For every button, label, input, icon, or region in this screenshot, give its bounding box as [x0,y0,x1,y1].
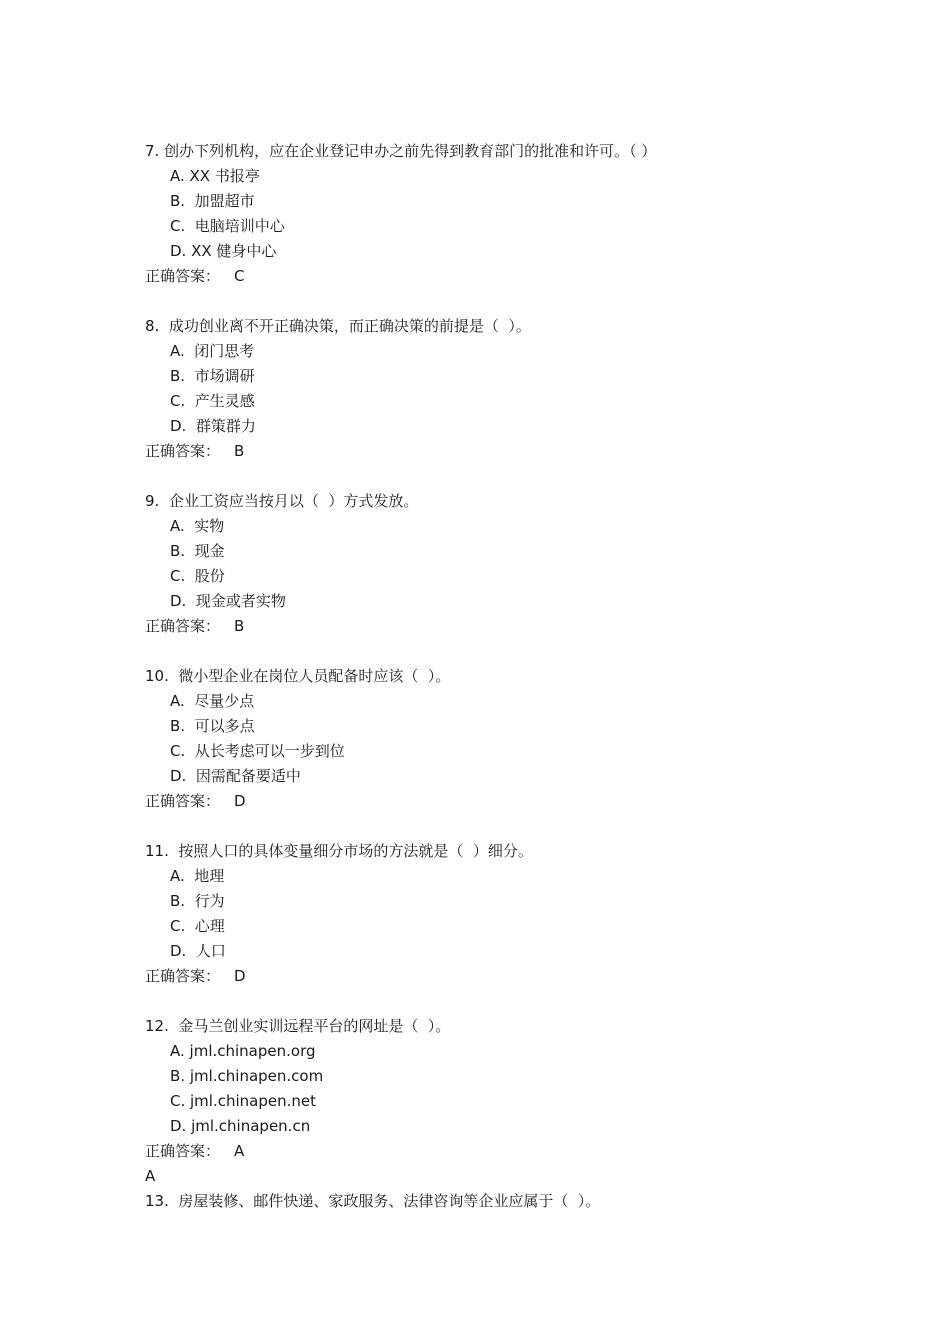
question-9-option-d: D. 现金或者实物 [170,592,286,610]
question-11-option-d: D. 人口 [170,942,226,960]
question-7-option-b: B. 加盟超市 [170,192,255,210]
question-11-option-b: B. 行为 [170,892,225,910]
question-7-option-d: D. XX 健身中心 [170,242,277,260]
question-12-option-c: C. jml.chinapen.net [170,1092,316,1110]
question-12-answer [145,1139,865,1164]
question-8-option-b: B. 市场调研 [170,367,255,385]
answer-value: C [234,267,245,285]
spacer [145,814,865,839]
question-12-option-a: A. jml.chinapen.org [170,1042,316,1060]
question-7-text: 7. 创办下列机构，应在企业登记申办之前先得到教育部门的批准和许可。（ ） [145,142,657,160]
question-11-text: 11. 按照人口的具体变量细分市场的方法就是（ ）细分。 [145,842,533,860]
question-9-option-c: C. 股份 [170,567,225,585]
question-9-text: 9. 企业工资应当按月以（ ）方式发放。 [145,492,419,510]
question-11-option-c: C. 心理 [170,917,225,935]
question-9-option-b: B. 现金 [170,542,225,560]
question-11-answer [145,964,865,989]
answer-label: 正确答案： [145,967,221,985]
answer-value: B [234,617,245,635]
question-7-answer [145,264,865,289]
answer-value: A [234,1142,245,1160]
question-11-option-a: A. 地理 [170,867,225,885]
spacer [145,464,865,489]
question-10-option-d: D. 因需配备要适中 [170,767,301,785]
question-7-option-c: C. 电脑培训中心 [170,217,285,235]
question-9-option-a: A. 实物 [170,517,225,535]
question-8-option-d: D. 群策群力 [170,417,256,435]
question-7-option-a: A. XX 书报亭 [170,167,260,185]
answer-label: 正确答案： [145,792,221,810]
question-10-option-c: C. 从长考虑可以一步到位 [170,742,345,760]
answer-label: 正确答案： [145,617,221,635]
spacer [145,989,865,1014]
question-list [145,139,865,1214]
question-8-option-a: A. 闭门思考 [170,342,255,360]
question-8-text: 8. 成功创业离不开正确决策，而正确决策的前提是（ ）。 [145,317,531,335]
answer-label: 正确答案： [145,267,221,285]
question-10-option-a: A. 尽量少点 [170,692,255,710]
stray-answer-line: A [145,1167,156,1185]
answer-label: 正确答案： [145,1142,221,1160]
question-10-text: 10. 微小型企业在岗位人员配备时应该（ ）。 [145,667,451,685]
spacer [145,289,865,314]
answer-value: D [234,967,246,985]
spacer [145,639,865,664]
question-10-option-b: B. 可以多点 [170,717,255,735]
question-8-answer [145,439,865,464]
answer-label: 正确答案： [145,442,221,460]
question-12-option-b: B. jml.chinapen.com [170,1067,324,1085]
question-12-option-d: D. jml.chinapen.cn [170,1117,311,1135]
question-8-option-c: C. 产生灵感 [170,392,255,410]
question-10-answer [145,789,865,814]
question-9-answer [145,614,865,639]
answer-value: B [234,442,245,460]
question-13-text: 13. 房屋装修、邮件快递、家政服务、法律咨询等企业应属于（ ）。 [145,1192,601,1210]
question-12-text: 12. 金马兰创业实训远程平台的网址是（ ）。 [145,1017,451,1035]
answer-value: D [234,792,246,810]
